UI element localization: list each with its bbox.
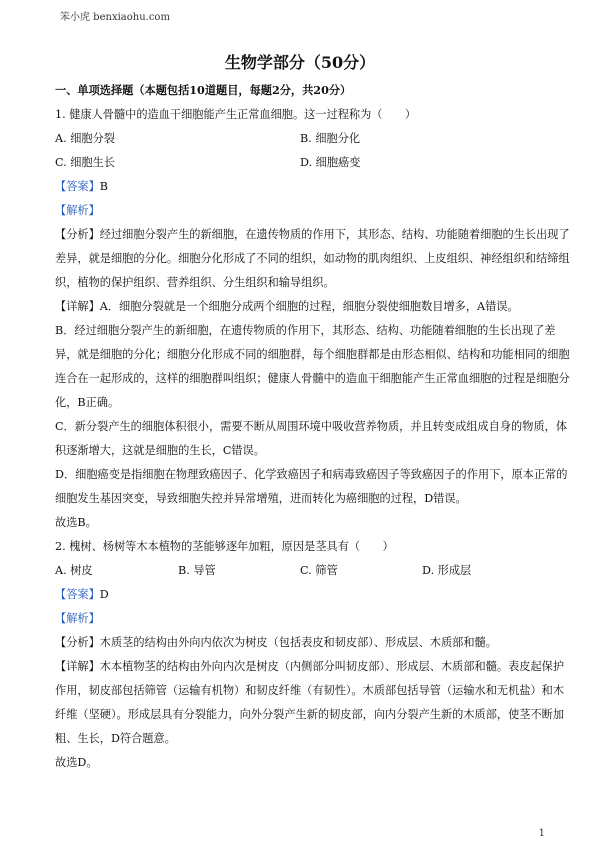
q1-xiangjie-line: 连合在一起形成的，这样的细胞群叫组织；健康人骨髓中的造血干细胞能产生正常血细胞的过程是细胞分 — [55, 372, 570, 385]
q2-xiangjie-line: 纤维（坚硬）。形成层具有分裂能力，向外分裂产生新的韧皮部，向内分裂产生新的木质部，使茎不断加 — [55, 708, 565, 721]
q1-fenxi-line: 织，植物的保护组织、营养组织、分生组织和输导组织。 — [55, 276, 335, 289]
q1-analysis-label: 【解析】 — [55, 204, 100, 217]
q1-option-d: D. 细胞癌变 — [300, 156, 361, 169]
q2-xiangjie-line: 【详解】木本植物茎的结构由外向内次是树皮（内侧部分叫韧皮部）、形成层、木质部和髓。表皮起保护 — [55, 660, 565, 673]
q2-option-c: C. 筛管 — [300, 564, 338, 577]
q1-answer — [55, 180, 545, 193]
q1-xiangjie-line: D．细胞癌变是指细胞在物理致癌因子、化学致癌因子和病毒致癌因子等致癌因子的作用下，原本正常的 — [55, 468, 568, 481]
q1-xiangjie-line: 【详解】A．细胞分裂就是一个细胞分成两个细胞的过程，细胞分裂使细胞数目增多，A错误。 — [55, 300, 519, 313]
q1-xiangjie-line: 积逐渐增大，这就是细胞的生长，C错误。 — [55, 444, 265, 457]
q2-answer-label: 【答案】 — [55, 588, 100, 601]
q2-option-b: B. 导管 — [178, 564, 216, 577]
q2-option-d: D. 形成层 — [422, 564, 472, 577]
q2-conclusion: 故选D。 — [55, 756, 98, 769]
q2-option-a: A. 树皮 — [55, 564, 93, 577]
q1-conclusion: 故选B。 — [55, 516, 97, 529]
q2-stem: 2. 槐树、杨树等木本植物的茎能够逐年加粗，原因是茎具有（ ） — [55, 540, 394, 553]
q1-xiangjie-line: B．经过细胞分裂产生的新细胞，在遗传物质的作用下，其形态、结构、功能随着细胞的生长出现了差 — [55, 324, 556, 337]
q2-xiangjie-line: 作用，韧皮部包括筛管（运输有机物）和韧皮纤维（有韧性）。木质部包括导管（运输水和无机盐）和木 — [55, 684, 565, 697]
q1-answer-label: 【答案】 — [55, 180, 100, 193]
q2-xiangjie-line: 粗、生长，D符合题意。 — [55, 732, 176, 745]
q2-answer-value: D — [99, 588, 109, 601]
q1-xiangjie-line: 异，就是细胞的分化；细胞分化形成不同的细胞群，每个细胞群都是由形态相似、结构和功能相同的细胞 — [55, 348, 570, 361]
q1-xiangjie-line: 细胞发生基因突变，导致细胞失控并异常增殖，进而转化为癌细胞的过程，D错误。 — [55, 492, 467, 505]
q1-option-c: C. 细胞生长 — [55, 156, 116, 169]
q1-fenxi-line: 差异，就是细胞的分化。细胞分化形成了不同的组织，如动物的肌肉组织、上皮组织、神经组织和结缔组 — [55, 252, 570, 265]
q1-stem: 1. 健康人骨髓中的造血干细胞能产生正常血细胞。这一过程称为（ ） — [55, 108, 417, 121]
q1-option-b: B. 细胞分化 — [300, 132, 361, 145]
page-title: 生物学部分（50分） — [224, 53, 376, 72]
q1-option-a: A. 细胞分裂 — [55, 132, 115, 145]
q2-analysis-label: 【解析】 — [55, 612, 100, 625]
q2-answer — [55, 588, 545, 601]
section-heading: 一、单项选择题（本题包括10道题目，每题2分，共20分） — [55, 83, 352, 97]
q1-xiangjie-line: 化，B正确。 — [55, 396, 120, 409]
q1-fenxi-line: 【分析】经过细胞分裂产生的新细胞，在遗传物质的作用下，其形态、结构、功能随着细胞的生长出现了 — [55, 228, 570, 241]
page-number: 1 — [538, 828, 545, 839]
page-header: 笨小虎 benxiaohu.com — [60, 12, 170, 23]
q1-answer-value: B — [99, 180, 108, 193]
q1-xiangjie-line: C．新分裂产生的细胞体积很小，需要不断从周围环境中吸收营养物质，并且转变成组成自身的物质，体 — [55, 420, 568, 433]
q2-fenxi-line: 【分析】木质茎的结构由外向内依次为树皮（包括表皮和韧皮部）、形成层、木质部和髓。 — [55, 636, 497, 649]
